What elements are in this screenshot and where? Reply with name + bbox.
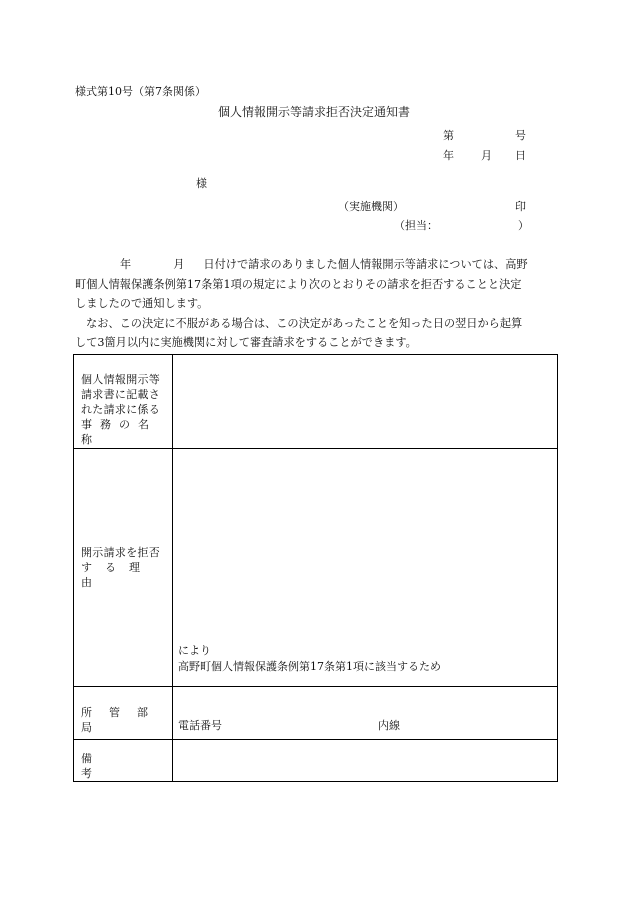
refusal-reason-value-cell[interactable] <box>173 449 558 687</box>
office-name-label-cell <box>74 355 173 449</box>
addressee-suffix: 様 <box>196 177 207 190</box>
date-day: 日 <box>515 149 526 162</box>
seal-mark: 印 <box>515 200 526 213</box>
contact-close: ） <box>518 219 529 232</box>
phone-number-label: 電話番号 <box>178 719 222 732</box>
table-row-department <box>74 687 558 740</box>
extension-label: 内線 <box>378 719 400 732</box>
office-name-label-line-4: 事務の名称 <box>81 418 157 446</box>
remarks-label: 備考 <box>81 752 150 780</box>
para-month: 月 <box>173 258 185 271</box>
para-line-1-rest: 日付けで請求のありました個人情報開示等請求については、高野 <box>203 258 528 271</box>
refusal-reason-label-line-2: する理由 <box>81 561 153 589</box>
date-month: 月 <box>481 149 492 162</box>
date-year: 年 <box>443 149 454 162</box>
paragraph-line-4: なお、この決定に不服がある場合は、この決定があったことを知った日の翌日から起算 <box>86 316 523 330</box>
department-label: 所管部局 <box>81 706 165 734</box>
doc-no-go: 号 <box>515 129 526 142</box>
document-title: 個人情報開示等請求拒否決定通知書 <box>218 105 411 119</box>
office-name-value-cell[interactable] <box>173 355 558 449</box>
table-row-office-name <box>74 355 558 449</box>
department-label-cell <box>74 687 173 740</box>
table-row-remarks <box>74 740 558 782</box>
contact-label: （担当： <box>394 219 438 232</box>
paragraph-line-1 <box>75 255 565 275</box>
refusal-reason-label-cell <box>74 449 173 687</box>
paragraph-line-5: して3箇月以内に実施機関に対して審査請求をすることができます。 <box>75 336 417 349</box>
paragraph-line-2: 町個人情報保護条例第17条第1項の規定により次のとおりその請求を拒否することと決定 <box>75 277 522 291</box>
department-value-cell[interactable] <box>173 687 558 740</box>
office-name-label-line-2: 請求書に記載さ <box>81 388 161 401</box>
remarks-label-cell <box>74 740 173 782</box>
agency-label: （実施機関） <box>338 200 404 213</box>
table-row-refusal-reason <box>74 449 558 687</box>
remarks-value-cell[interactable] <box>173 740 558 782</box>
notice-paragraph <box>75 255 565 353</box>
refusal-reason-text-1: により <box>178 644 211 657</box>
form-number: 様式第10号（第7条関係） <box>75 85 206 98</box>
doc-no-dai: 第 <box>443 129 454 142</box>
refusal-reason-text-2: 高野町個人情報保護条例第17条第1項に該当するため <box>178 660 441 673</box>
para-year: 年 <box>120 258 132 271</box>
decision-table <box>73 354 558 782</box>
office-name-label-line-1: 個人情報開示等 <box>81 373 161 386</box>
office-name-label-line-3: れた請求に係る <box>81 403 161 416</box>
paragraph-line-3: しましたので通知します。 <box>75 297 209 310</box>
refusal-reason-label-line-1: 開示請求を拒否 <box>81 546 161 559</box>
